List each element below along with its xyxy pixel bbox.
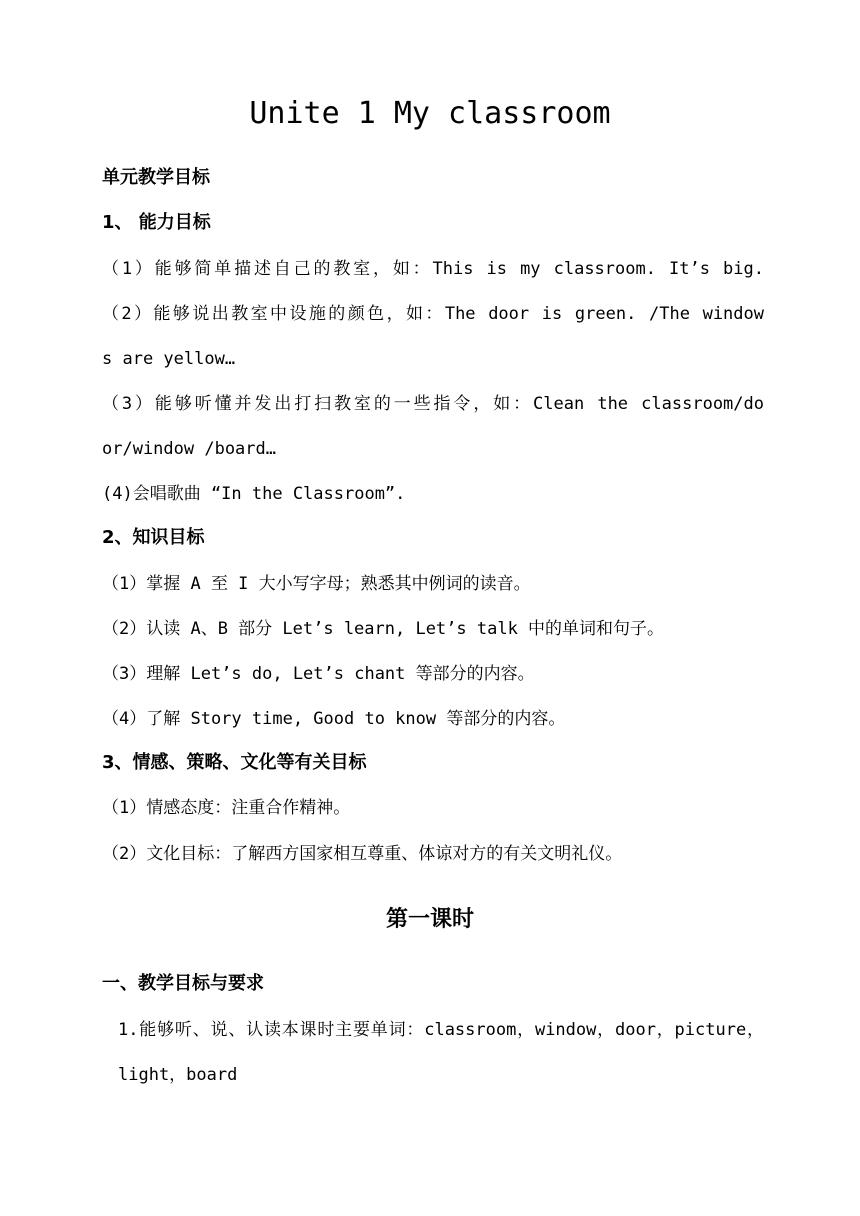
- ability-goals-heading: 1、 能力目标: [102, 212, 211, 233]
- affect-goals-heading: 3、情感、策略、文化等有关目标: [102, 752, 367, 773]
- ability-item-continuation: or/window /board…: [102, 439, 276, 459]
- ability-item-continuation: s are yellow…: [102, 349, 236, 369]
- knowledge-goals-heading: 2、知识目标: [102, 527, 205, 548]
- ability-item: （1）能够简单描述自己的教室，如：This is my classroom. It’s big.: [102, 259, 764, 279]
- knowledge-item: （3）理解 Let’s do, Let’s chant 等部分的内容。: [102, 664, 535, 684]
- lesson-title: 第一课时: [385, 907, 474, 932]
- knowledge-item: （4）了解 Story time, Good to know 等部分的内容。: [102, 709, 566, 729]
- unit-goals-heading: 单元教学目标: [102, 167, 210, 188]
- knowledge-item: （1）掌握 A 至 I 大小写字母；熟悉其中例词的读音。: [102, 574, 531, 594]
- ability-item: （3）能够听懂并发出打扫教室的一些指令，如：Clean the classroom/do: [102, 394, 764, 414]
- ability-item: (4)会唱歌曲 “In the Classroom”.: [102, 484, 406, 504]
- affect-item: （1）情感态度：注重合作精神。: [102, 798, 351, 818]
- lesson-goal-item-continuation: light，board: [118, 1065, 238, 1085]
- ability-item: （2）能够说出教室中设施的颜色，如：The door is green. /The window: [102, 304, 764, 324]
- affect-item: （2）文化目标：了解西方国家相互尊重、体谅对方的有关文明礼仪。: [102, 844, 623, 864]
- document-title: Unite 1 My classroom: [249, 96, 611, 131]
- lesson-goals-heading: 一、教学目标与要求: [102, 973, 264, 994]
- lesson-goal-item: 1.能够听、说、认读本课时主要单词：classroom，window，door，picture，: [118, 1020, 764, 1040]
- knowledge-item: （2）认读 A、B 部分 Let’s learn, Let’s talk 中的单词和句子。: [102, 619, 665, 639]
